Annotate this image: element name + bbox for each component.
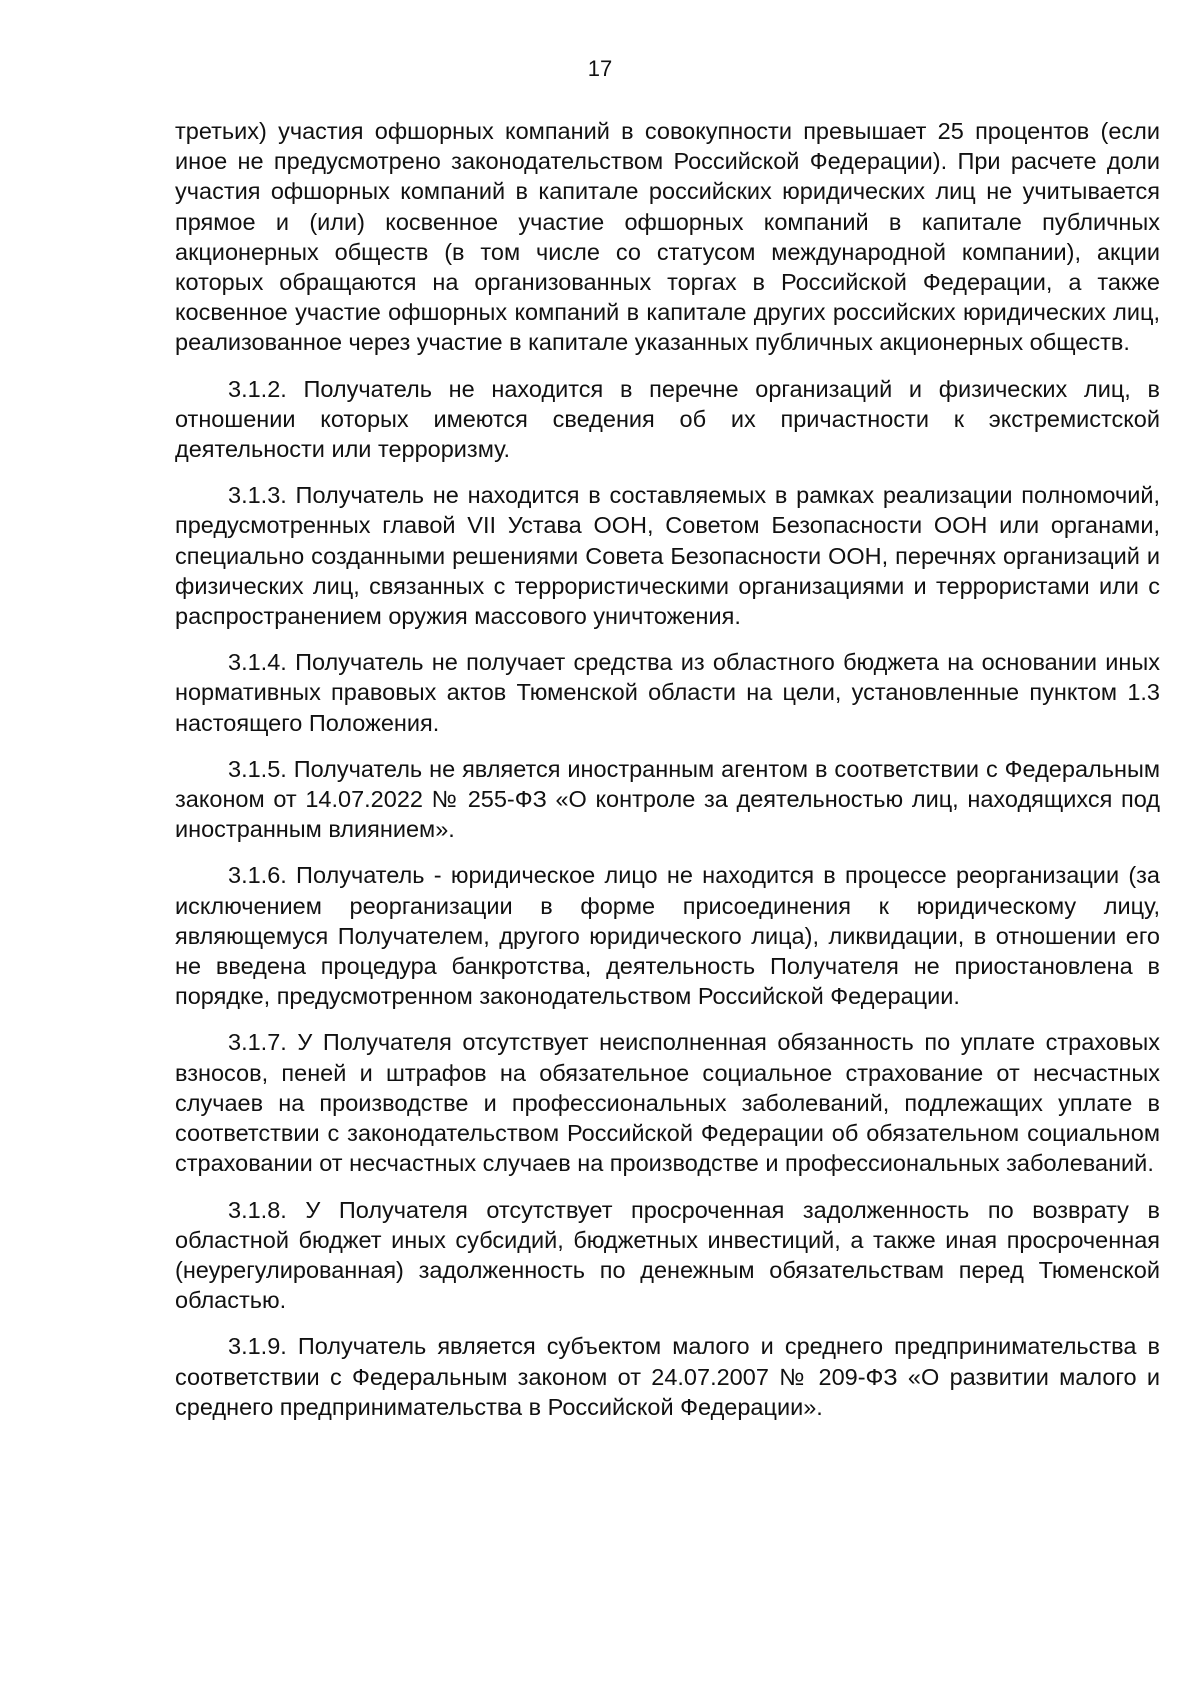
paragraph-3-1-7: 3.1.7. У Получателя отсутствует неисполненная обязанность по уплате страховых взносов, пеней и штрафов на обязательное социальное страхование от несчастных случаев на производстве и профессиональных заболеваний, подлежащих уплате в соответствии с законодательством Российской Федерации об обязательном социальном страховании от несчастных случаев на производстве и профессиональных заболеваний.: [175, 1029, 1160, 1177]
paragraph-3-1-5: 3.1.5. Получатель не является иностранным агентом в соответствии с Федеральным законом от 14.07.2022 № 255-ФЗ «О контроле за деятельностью лиц, находящихся под иностранным влиянием».: [175, 755, 1160, 843]
paragraph-3-1-2: 3.1.2. Получатель не находится в перечне организаций и физических лиц, в отношении которых имеются сведения об их причастности к экстремистской деятельности или терроризму.: [175, 375, 1160, 463]
document-body: [175, 116, 1160, 1438]
paragraph-3-1-9: 3.1.9. Получатель является субъектом малого и среднего предпринимательства в соответствии с Федеральным законом от 24.07.2007 № 209-ФЗ «О развитии малого и среднего предпринимательства в Российской Федерации».: [175, 1333, 1160, 1420]
paragraph-continuation: третьих) участия офшорных компаний в совокупности превышает 25 процентов (если иное не предусмотрено законодательством Российской Федерации). При расчете доли участия офшорных компаний в капитале российских юридических лиц не учитывается прямое и (или) косвенное участие офшорных компаний в капитале публичных акционерных обществ (в том числе со статусом международной компании), акции которых обращаются на организованных торгах в Российской Федерации, а также косвенное участие офшорных компаний в капитале других российских юридических лиц, реализованное через участие в капитале указанных публичных акционерных обществ.: [175, 118, 1160, 356]
paragraph-3-1-3: 3.1.3. Получатель не находится в составляемых в рамках реализации полномочий, предусмотренных главой VII Устава ООН, Советом Безопасности ООН или органами, специально созданными решениями Совета Безопасности ООН, перечнях организаций и физических лиц, связанных с террористическими организациями и террористами или с распространением оружия массового уничтожения.: [175, 482, 1160, 630]
page-number: 17: [587, 56, 613, 81]
paragraph-3-1-4: 3.1.4. Получатель не получает средства из областного бюджета на основании иных нормативных правовых актов Тюменской области на цели, установленные пунктом 1.3 настоящего Положения.: [175, 649, 1160, 736]
paragraph-3-1-8: 3.1.8. У Получателя отсутствует просроченная задолженность по возврату в областной бюджет иных субсидий, бюджетных инвестиций, а также иная просроченная (неурегулированная) задолженность по денежным обязательствам перед Тюменской областью.: [175, 1196, 1160, 1314]
paragraph-3-1-6: 3.1.6. Получатель - юридическое лицо не находится в процессе реорганизации (за исключением реорганизации в форме присоединения к юридическому лицу, являющемуся Получателем, другого юридического лица), ликвидации, в отношении его не введена процедура банкротства, деятельность Получателя не приостановлена в порядке, предусмотренном законодательством Российской Федерации.: [175, 862, 1160, 1010]
